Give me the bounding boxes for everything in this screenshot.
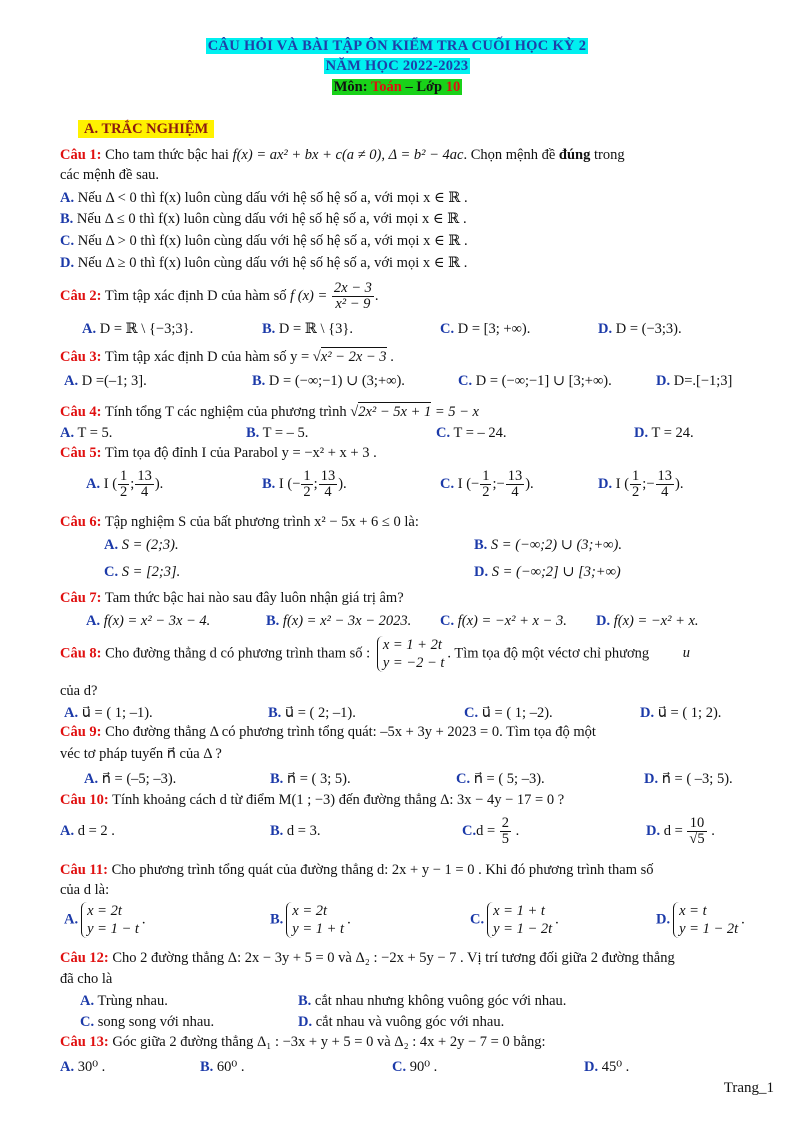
q2-stem: Tìm tập xác định D của hàm số — [104, 288, 287, 304]
q9-a-text: n⃗ = (–5; –3). — [98, 771, 177, 787]
q8-c-key: C. — [464, 705, 479, 721]
q4-c-key: C. — [436, 425, 451, 441]
q8-option-c — [464, 704, 553, 722]
q1-d-key: D. — [60, 255, 75, 271]
q5-b-pre: I ( — [275, 476, 293, 492]
q8-option-a — [64, 704, 153, 722]
q11-stem: Cho phương trình tổng quát của đường thẳng d: 2x + y − 1 = 0 . Khi đó phương trình tham số — [111, 862, 654, 878]
q2-b-text: D = ℝ \ {3}. — [275, 321, 353, 337]
q12-option-d — [298, 1013, 504, 1031]
q10-c-post: . — [512, 823, 520, 839]
q11-a-system — [81, 902, 139, 938]
q5-b-sign1: − — [292, 476, 301, 492]
q1-tail: . Chọn mệnh đề — [463, 147, 556, 163]
q11-a-x: x = 2t — [87, 903, 122, 919]
q9-c-text: n⃗ = ( 5; –3). — [470, 771, 545, 787]
q8-c-text: u⃗ = ( 1; –2). — [478, 705, 553, 721]
q1-tail2: trong — [593, 147, 625, 163]
q5-a-post: ). — [154, 476, 164, 492]
q10-stem: Tính khoảng cách d từ điểm M(1 ; −3) đến đường thẳng Δ: 3x − 4y − 17 = 0 ? — [112, 792, 565, 808]
q5-c-frac1 — [480, 469, 491, 500]
q5-c-sign2: − — [496, 476, 505, 492]
q4-label: Câu 4: — [60, 404, 102, 420]
q4-a-key: A. — [60, 425, 75, 441]
q12-option-b — [298, 992, 566, 1010]
q8-system — [377, 636, 445, 672]
q7-option-b — [266, 612, 411, 630]
q5-b-frac1 — [301, 469, 312, 500]
q12-c-key: C. — [80, 1014, 95, 1030]
q7-option-a — [86, 612, 210, 630]
q12-b-key: B. — [298, 993, 312, 1009]
q1-option-d — [60, 254, 467, 272]
q2-b-key: B. — [262, 321, 276, 337]
q2-fx: f (x) = — [290, 288, 328, 304]
q5-d-n1: 1 — [632, 468, 640, 485]
q8-vector-u: u⃗ — [682, 645, 702, 662]
q10-c-key: C. — [462, 823, 477, 839]
q13-option-d — [584, 1058, 629, 1076]
q5-b-n1: 1 — [303, 468, 311, 485]
q9-d-text: n⃗ = ( –3; 5). — [658, 771, 733, 787]
q2-a-key: A. — [82, 321, 97, 337]
q3-option-c — [458, 372, 612, 390]
q7-a-text: f(x) = x² − 3x − 4. — [100, 613, 211, 629]
q3-c-text: D = (−∞;−1] ∪ [3;+∞). — [472, 373, 612, 389]
q3-c-key: C. — [458, 373, 473, 389]
question-9 — [60, 723, 596, 741]
q10-option-d — [646, 814, 715, 848]
q2-a-text: D = ℝ \ {−3;3}. — [96, 321, 194, 337]
q5-option-b — [262, 467, 347, 501]
q10-option-c — [462, 814, 519, 848]
q12-d-text: cắt nhau và vuông góc với nhau. — [312, 1014, 505, 1030]
q4-d-text: T = 24. — [648, 425, 694, 441]
q11-b-y: y = 1 + t — [292, 921, 345, 937]
title-text-2: NĂM HỌC 2022-2023 — [325, 58, 469, 74]
q11-c-system — [487, 902, 552, 938]
doc-title-line2 — [0, 58, 794, 75]
q8-label: Câu 8: — [60, 645, 102, 662]
q9-option-c — [456, 770, 545, 788]
q7-a-key: A. — [86, 613, 101, 629]
q13-b-key: B. — [200, 1059, 214, 1075]
q13-a-text: 30⁰ . — [74, 1059, 106, 1075]
q9-option-d — [644, 770, 733, 788]
q2-option-c — [440, 320, 530, 338]
q12-a-text: Trùng nhau. — [94, 993, 168, 1009]
q5-d-pre: I ( — [612, 476, 630, 492]
q5-c-n1: 1 — [482, 468, 490, 485]
q1-bold: đúng — [558, 147, 591, 163]
q7-option-c — [440, 612, 567, 630]
q3-b-text: D = (−∞;−1) ∪ (3;+∞). — [265, 373, 405, 389]
q5-c-n2: 13 — [507, 468, 523, 485]
q6-option-b — [474, 536, 622, 554]
q6-c-key: C. — [104, 564, 119, 580]
q13-label: Câu 13: — [60, 1034, 109, 1050]
q9-option-b — [270, 770, 351, 788]
q3-label: Câu 3: — [60, 349, 102, 365]
q2-d-key: D. — [598, 321, 613, 337]
q13-d-text: 45⁰ . — [598, 1059, 630, 1075]
q13-stem: Góc giữa 2 đường thẳng Δ₁ : −3x + y + 5 = 0 và Δ₂ : 4x + 2y − 7 = 0 bằng: — [112, 1034, 546, 1050]
q1-stem: Cho tam thức bậc hai — [105, 147, 229, 163]
question-6 — [60, 513, 419, 531]
q4-option-a — [60, 424, 112, 442]
q5-a-mid: ; — [130, 476, 135, 492]
q13-option-b — [200, 1058, 245, 1076]
q11-option-b: B. x = 2t y = 1 + t . — [270, 903, 351, 937]
q4-option-d — [634, 424, 694, 442]
q6-d-text: S = (−∞;2] ∪ [3;+∞) — [488, 564, 621, 580]
q10-c-frac — [500, 816, 511, 847]
q5-a-pre: I ( — [100, 476, 118, 492]
q5-stem: Tìm tọa độ đỉnh I của Parabol y = −x² + x + 3 . — [104, 445, 377, 461]
q6-option-c — [104, 563, 180, 581]
q8-b-key: B. — [268, 705, 282, 721]
q3-b-key: B. — [252, 373, 266, 389]
q7-d-text: f(x) = −x² + x. — [610, 613, 699, 629]
q5-c-d2: 4 — [511, 484, 519, 501]
q2-option-d — [598, 320, 682, 338]
q11-option-c: C. x = 1 + t y = 1 − 2t . — [470, 903, 559, 937]
q5-a-key: A. — [86, 476, 101, 492]
subject-line — [0, 79, 794, 96]
q12-c-text: song song với nhau. — [94, 1014, 215, 1030]
q13-d-key: D. — [584, 1059, 599, 1075]
q8-d-key: D. — [640, 705, 655, 721]
q2-option-b — [262, 320, 353, 338]
question-11 — [60, 861, 654, 879]
q10-d-post: . — [707, 823, 715, 839]
question-5 — [60, 444, 377, 462]
title-text-1: CÂU HỎI VÀ BÀI TẬP ÔN KIỂM TRA CUỐI HỌC KỲ 2 — [207, 38, 587, 54]
q7-b-text: f(x) = x² − 3x − 2023. — [279, 613, 412, 629]
q9-option-a — [84, 770, 176, 788]
q5-c-key: C. — [440, 476, 455, 492]
q4-c-text: T = – 24. — [450, 425, 507, 441]
q5-c-mid: ; — [492, 476, 497, 492]
q4-rhs: = 5 − x — [431, 404, 479, 420]
q8-a-key: A. — [64, 705, 79, 721]
q12-stem: Cho 2 đường thẳng Δ: 2x − 3y + 5 = 0 và Δ₂ : −2x + 5y − 7 . Vị trí tương đối giữa 2 đường thẳng — [112, 950, 675, 966]
q1-c-text: Nếu Δ > 0 thì f(x) luôn cùng dấu với hệ số hệ số a, với mọi x ∈ ℝ . — [74, 233, 468, 249]
q1-option-c — [60, 232, 468, 250]
q9-b-key: B. — [270, 771, 284, 787]
q11-option-a: A. x = 2t y = 1 − t . — [64, 903, 146, 937]
q1-a-key: A. — [60, 190, 75, 206]
q9-c-key: C. — [456, 771, 471, 787]
q1-formula: f(x) = ax² + bx + c(a ≠ 0), Δ = b² − 4ac — [232, 147, 464, 163]
q10-c-den: 5 — [501, 831, 510, 848]
q5-c-d1: 2 — [482, 484, 490, 501]
q5-a-d2: 4 — [140, 484, 149, 501]
q5-a-d1: 2 — [120, 484, 128, 501]
q1-option-b — [60, 210, 467, 228]
q9-label: Câu 9: — [60, 724, 102, 740]
q3-option-b — [252, 372, 405, 390]
q5-d-mid: ; — [642, 476, 647, 492]
q11-c-key: C. — [470, 911, 485, 928]
q8-tail: . Tìm tọa độ một véctơ chỉ phương — [447, 645, 650, 662]
q7-stem: Tam thức bậc hai nào sau đây luôn nhận giá trị âm? — [104, 590, 404, 606]
question-8 — [60, 636, 701, 672]
q12-b-text: cắt nhau nhưng không vuông góc với nhau. — [311, 993, 567, 1009]
q5-d-n2: 13 — [657, 468, 672, 485]
q10-d-pre: d = — [660, 823, 687, 839]
q5-a-n2: 13 — [137, 468, 152, 485]
subject-name: Toán — [370, 79, 402, 95]
q5-b-d2: 4 — [324, 484, 332, 501]
q2-c-key: C. — [440, 321, 455, 337]
q6-stem: Tập nghiệm S của bất phương trình x² − 5x + 6 ≤ 0 là: — [104, 514, 419, 530]
q1-label: Câu 1: — [60, 147, 102, 163]
section-heading — [78, 120, 214, 138]
question-4: Câu 4: Tính tổng T các nghiệm của phương trình √2x² − 5x + 1 = 5 − x — [60, 404, 479, 420]
q5-c-sign1: − — [471, 476, 480, 492]
q4-a-text: T = 5. — [74, 425, 113, 441]
q6-d-key: D. — [474, 564, 489, 580]
q5-d-post: ). — [675, 476, 684, 492]
q3-radicand: x² − 2x − 3 — [320, 349, 387, 365]
q8-stem: Cho đường thẳng d có phương trình tham số : — [105, 645, 371, 662]
q11-d-y: y = 1 − 2t — [679, 921, 739, 937]
q8-sys-y: y = −2 − t — [382, 655, 445, 671]
q5-option-d — [598, 467, 683, 501]
q9-stem: Cho đường thẳng Δ có phương trình tổng quát: –5x + 3y + 2023 = 0. Tìm tọa độ một — [105, 724, 596, 740]
q13-option-a — [60, 1058, 105, 1076]
q9-a-key: A. — [84, 771, 99, 787]
q11-a-y: y = 1 − t — [87, 921, 139, 937]
q5-b-key: B. — [262, 476, 276, 492]
q3-a-text: D =(–1; 3]. — [78, 373, 147, 389]
q5-c-frac2 — [506, 469, 525, 500]
q10-option-a — [60, 814, 115, 848]
q2-numerator: 2x − 3 — [333, 280, 372, 297]
q11-line2: của d là: — [60, 882, 110, 898]
q5-b-mid: ; — [313, 476, 318, 492]
q9-b-text: n⃗ = ( 3; 5). — [283, 771, 351, 787]
q10-b-key: B. — [270, 823, 284, 839]
question-7 — [60, 589, 404, 607]
q7-d-key: D. — [596, 613, 611, 629]
q10-c-num: 2 — [501, 815, 510, 832]
q1-b-key: B. — [60, 211, 74, 227]
q10-b-text: d = 3. — [283, 823, 321, 839]
q13-a-key: A. — [60, 1059, 75, 1075]
q1-line2: các mệnh đề sau. — [60, 167, 160, 183]
q6-c-text: S = [2;3]. — [118, 564, 181, 580]
q13-c-text: 90⁰ . — [406, 1059, 438, 1075]
q10-d-den: √5 — [689, 831, 705, 848]
q3-stem: Tìm tập xác định D của hàm số y = — [104, 349, 310, 365]
q1-b-text: Nếu Δ ≤ 0 thì f(x) luôn cùng dấu với hệ số hệ số a, với mọi x ∈ ℝ . — [73, 211, 467, 227]
q4-stem: Tính tổng T các nghiệm của phương trình — [104, 404, 347, 420]
q10-d-frac — [687, 816, 706, 847]
q4-option-b — [246, 424, 308, 442]
q7-c-key: C. — [440, 613, 455, 629]
q11-c-y: y = 1 − 2t — [493, 921, 553, 937]
q10-a-key: A. — [60, 823, 75, 839]
q10-d-key: D. — [646, 823, 661, 839]
q5-label: Câu 5: — [60, 445, 102, 461]
q11-option-d: D. x = t y = 1 − 2t . — [656, 903, 745, 937]
q1-d-text: Nếu Δ ≥ 0 thì f(x) luôn cùng dấu với hệ số hệ số a, với mọi x ∈ ℝ . — [74, 255, 468, 271]
question-1 — [60, 146, 625, 164]
q4-b-key: B. — [246, 425, 260, 441]
q3-d-key: D. — [656, 373, 671, 389]
grade-value: 10 — [445, 79, 461, 95]
question-3: Câu 3: Tìm tập xác định D của hàm số y = √x² − 2x − 3 . — [60, 349, 394, 365]
q1-option-a — [60, 189, 468, 207]
q8-a-text: u⃗ = ( 1; –1). — [78, 705, 153, 721]
q7-c-text: f(x) = −x² + x − 3. — [454, 613, 567, 629]
q12-d-key: D. — [298, 1014, 313, 1030]
q11-c-x: x = 1 + t — [493, 903, 545, 919]
q12-a-key: A. — [80, 993, 95, 1009]
q2-d-text: D = (−3;3). — [612, 321, 682, 337]
doc-title-line1 — [0, 38, 794, 55]
q7-label: Câu 7: — [60, 590, 102, 606]
q6-option-a — [104, 536, 179, 554]
q5-c-pre: I ( — [454, 476, 472, 492]
subject-box — [332, 79, 463, 95]
q11-label: Câu 11: — [60, 862, 108, 878]
grade-label: – Lớp — [401, 79, 446, 95]
q5-d-key: D. — [598, 476, 613, 492]
q5-d-d1: 2 — [632, 484, 640, 501]
q5-b-post: ). — [338, 476, 347, 492]
q7-option-d — [596, 612, 699, 630]
q10-a-text: d = 2 . — [74, 823, 115, 839]
q5-b-frac2 — [319, 469, 338, 500]
subject-label: Môn: — [333, 79, 371, 95]
q6-a-text: S = (2;3). — [118, 537, 179, 553]
q1-c-key: C. — [60, 233, 75, 249]
q5-option-a — [86, 467, 163, 501]
q12-option-a — [80, 992, 168, 1010]
page-number: Trang_1 — [723, 1080, 774, 1096]
q5-a-frac2 — [135, 469, 154, 500]
question-12 — [60, 949, 675, 967]
q13-option-c — [392, 1058, 437, 1076]
q7-b-key: B. — [266, 613, 280, 629]
question-10 — [60, 791, 564, 809]
q3-d-text: D=.[−1;3] — [670, 373, 733, 389]
q12-line2: đã cho là — [60, 971, 113, 987]
q8-b-text: u⃗ = ( 2; –1). — [281, 705, 356, 721]
q1-a-text: Nếu Δ < 0 thì f(x) luôn cùng dấu với hệ số hệ số a, với mọi x ∈ ℝ . — [74, 190, 468, 206]
q8-d-text: u⃗ = ( 1; 2). — [654, 705, 722, 721]
q3-option-a — [64, 372, 147, 390]
q11-a-key: A. — [64, 911, 79, 928]
q5-b-d1: 2 — [303, 484, 311, 501]
section-title: A. TRẮC NGHIỆM — [78, 120, 214, 138]
q12-option-c — [80, 1013, 214, 1031]
q11-d-system — [673, 902, 738, 938]
q8-line2: của d? — [60, 683, 98, 699]
q4-option-c — [436, 424, 507, 442]
q6-label: Câu 6: — [60, 514, 102, 530]
q9-line2: véc tơ pháp tuyến n⃗ của Δ ? — [60, 746, 222, 762]
q5-a-frac1 — [118, 469, 129, 500]
q10-option-b — [270, 814, 320, 848]
q5-c-post: ). — [525, 476, 534, 492]
q13-c-key: C. — [392, 1059, 407, 1075]
q2-option-a — [82, 320, 193, 338]
q11-b-system — [286, 902, 344, 938]
q4-d-key: D. — [634, 425, 649, 441]
question-2: Câu 2: Tìm tập xác định D của hàm số f (x) = $\frac{2x - 3}{\text{x² − 9}}$ . — [60, 280, 379, 313]
q5-d-frac1 — [630, 469, 641, 500]
q4-radicand: 2x² − 5x + 1 — [358, 404, 432, 420]
q5-a-n1: 1 — [120, 468, 128, 485]
q10-c-pre: d = — [476, 823, 499, 839]
q2-denominator: x² − 9 — [335, 296, 371, 313]
q4-b-text: T = – 5. — [259, 425, 309, 441]
q5-d-d2: 4 — [661, 484, 669, 501]
q12-label: Câu 12: — [60, 950, 109, 966]
q6-b-text: S = (−∞;2) ∪ (3;+∞). — [487, 537, 622, 553]
q2-c-text: D = [3; +∞). — [454, 321, 531, 337]
q2-fraction — [332, 281, 374, 312]
q11-d-key: D. — [656, 911, 671, 928]
q13-b-text: 60⁰ . — [213, 1059, 245, 1075]
q5-d-frac2 — [656, 469, 675, 500]
q5-d-sign2: − — [646, 476, 655, 492]
q6-option-d — [474, 563, 621, 581]
q6-a-key: A. — [104, 537, 119, 553]
q10-d-num: 10 — [687, 816, 706, 832]
q6-b-key: B. — [474, 537, 488, 553]
q11-d-x: x = t — [679, 903, 707, 919]
q10-label: Câu 10: — [60, 792, 109, 808]
q8-sys-x: x = 1 + 2t — [382, 637, 442, 653]
q11-b-x: x = 2t — [292, 903, 328, 919]
q3-option-d — [656, 372, 732, 390]
q5-b-n2: 13 — [320, 468, 336, 485]
q5-option-c — [440, 467, 534, 501]
q3-a-key: A. — [64, 373, 79, 389]
q8-option-b — [268, 704, 356, 722]
q11-b-key: B. — [270, 911, 284, 928]
q8-option-d — [640, 704, 721, 722]
question-13 — [60, 1033, 546, 1051]
q2-label: Câu 2: — [60, 288, 102, 304]
q9-d-key: D. — [644, 771, 659, 787]
